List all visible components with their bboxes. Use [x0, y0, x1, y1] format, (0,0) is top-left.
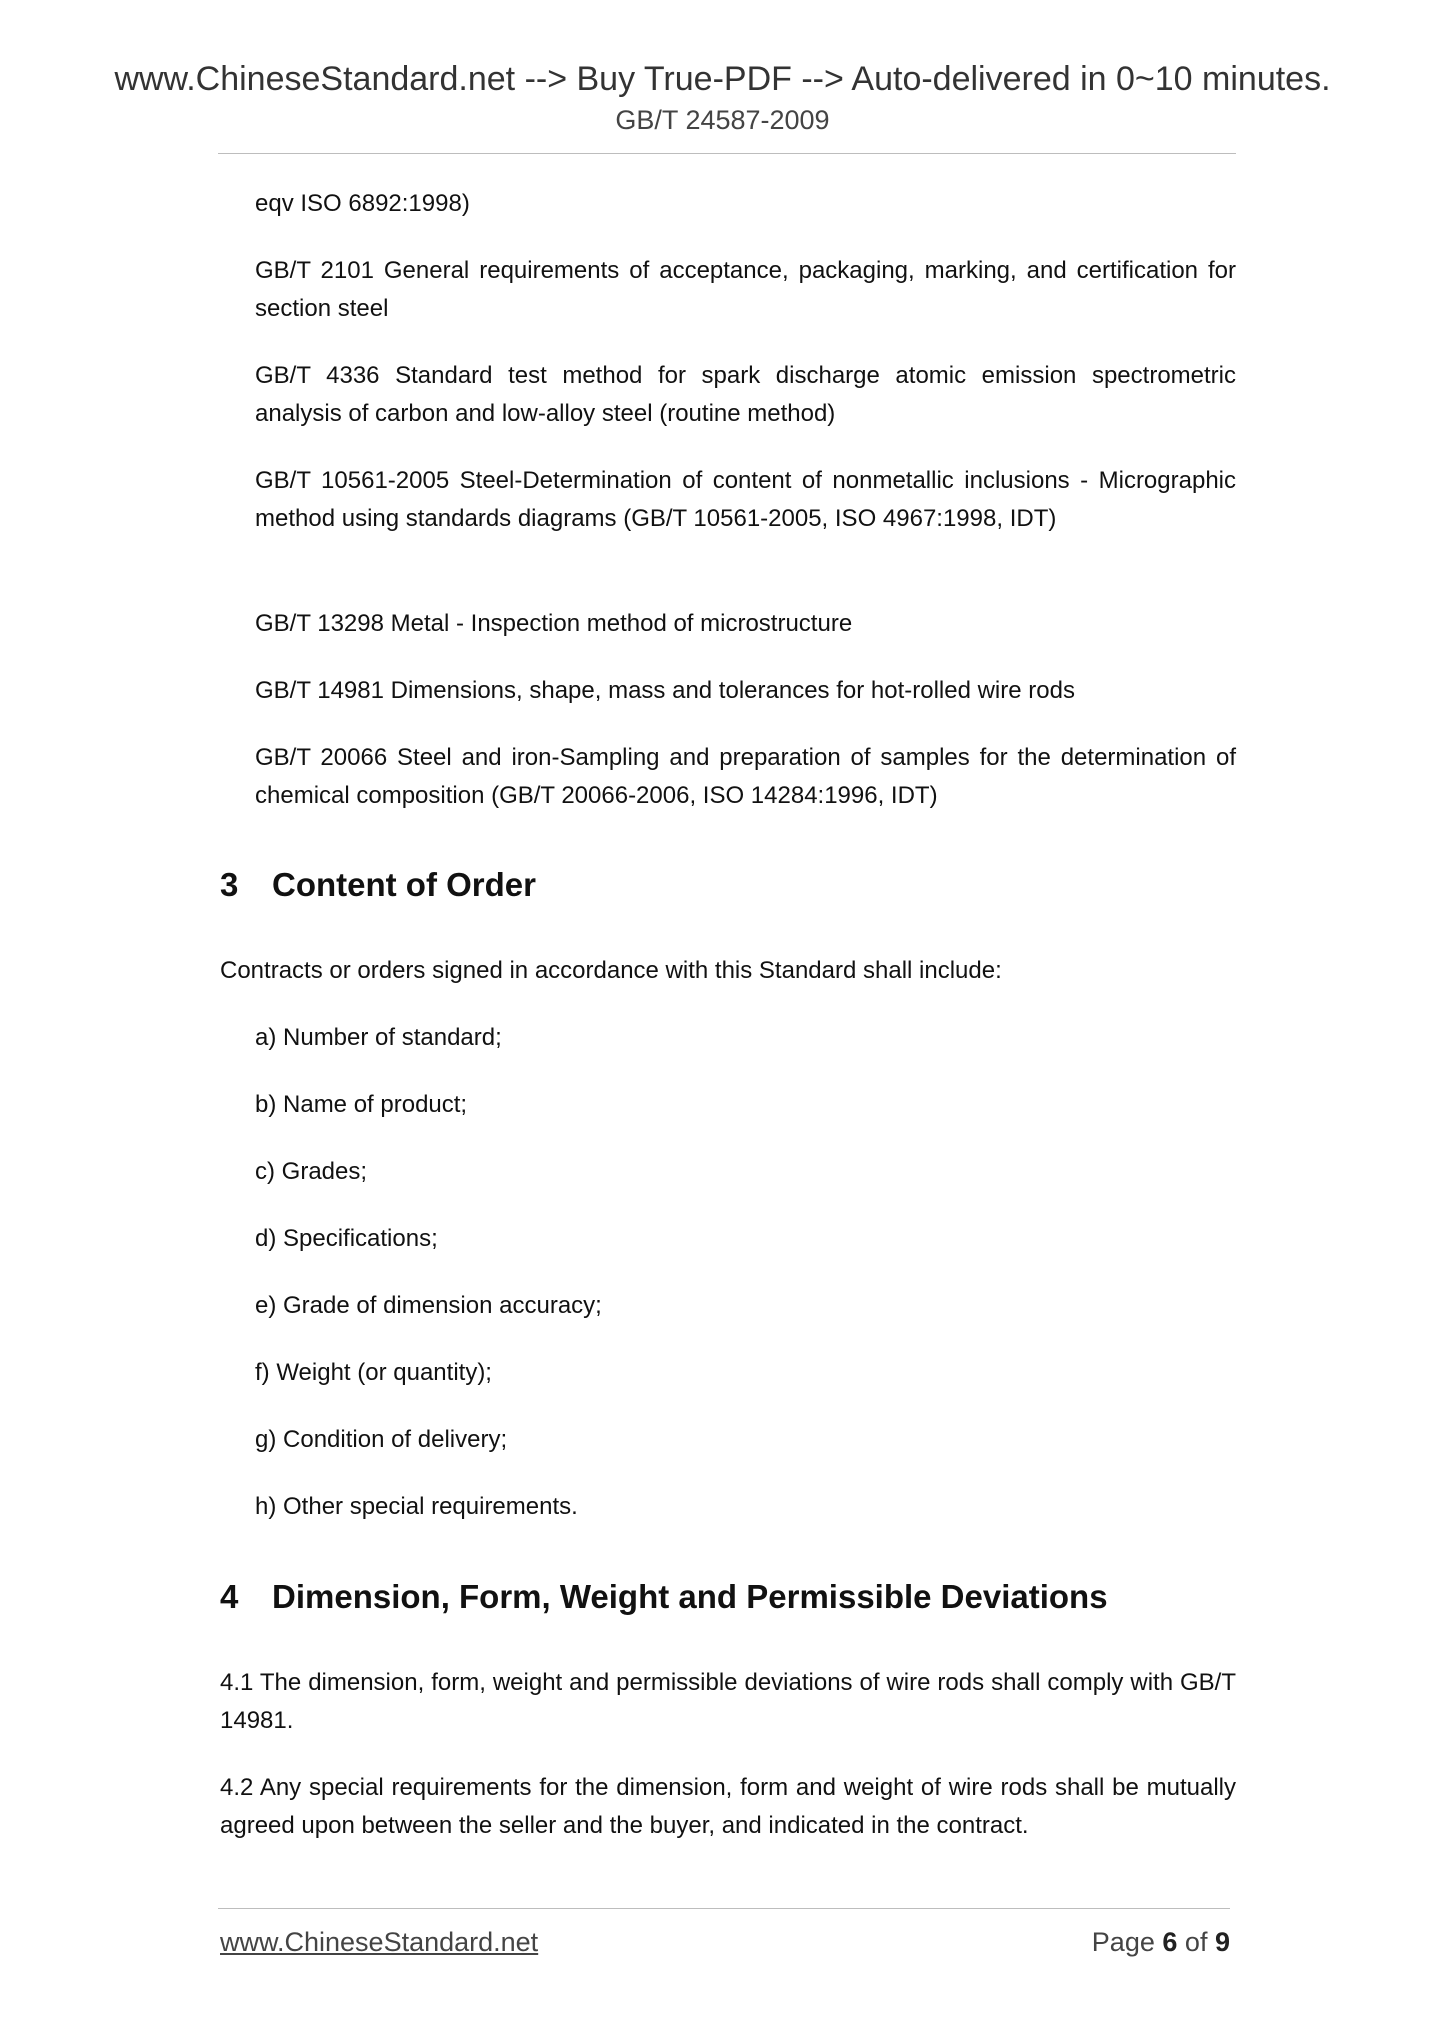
section-number: 3	[220, 866, 239, 903]
reference-item: GB/T 14981 Dimensions, shape, mass and tolerances for hot-rolled wire rods	[255, 677, 1075, 704]
reference-item: GB/T 4336 Standard test method for spark discharge atomic emission spectrometric analysis of carbon and low-alloy steel (routine method)	[255, 362, 1236, 427]
header-divider	[218, 153, 1236, 154]
section-3-heading	[220, 865, 1236, 905]
top-banner: www.ChineseStandard.net --> Buy True-PDF --> Auto-delivered in 0~10 minutes.	[114, 60, 1331, 98]
footer-website-link[interactable]: www.ChineseStandard.net	[220, 1927, 539, 1957]
reference-item: GB/T 2101 General requirements of acceptance, packaging, marking, and certification for section steel	[255, 257, 1236, 322]
section-number: 4	[220, 1578, 239, 1615]
reference-item: GB/T 10561-2005 Steel-Determination of content of nonmetallic inclusions - Micrographic method using standards diagrams (GB/T 10561-2005, ISO 4967:1998, IDT)	[255, 467, 1236, 532]
page-label: Page	[1091, 1927, 1155, 1957]
list-item: c) Grades;	[255, 1158, 368, 1185]
list-item: b) Name of product;	[255, 1091, 468, 1118]
list-item: h) Other special requirements.	[255, 1493, 578, 1520]
page-of-label: of	[1184, 1927, 1208, 1957]
list-item: g) Condition of delivery;	[255, 1426, 508, 1453]
list-item: a) Number of standard;	[255, 1024, 502, 1051]
section-title: Dimension, Form, Weight and Permissible Deviations	[272, 1578, 1108, 1615]
list-item: d) Specifications;	[255, 1225, 438, 1252]
section-title: Content of Order	[272, 866, 536, 903]
page-indicator	[1092, 1926, 1230, 1958]
list-item: e) Grade of dimension accuracy;	[255, 1292, 602, 1319]
section-3-intro: Contracts or orders signed in accordance with this Standard shall include:	[220, 957, 1002, 984]
clause-4-1: 4.1 The dimension, form, weight and permissible deviations of wire rods shall comply with GB/T 14981.	[220, 1669, 1236, 1734]
list-item: f) Weight (or quantity);	[255, 1359, 492, 1386]
section-4-heading	[220, 1577, 1236, 1617]
current-page: 6	[1162, 1927, 1178, 1957]
clause-4-2: 4.2 Any special requirements for the dimension, form and weight of wire rods shall be mutually agreed upon between the seller and the buyer, and indicated in the contract.	[220, 1774, 1236, 1839]
footer-divider	[218, 1908, 1230, 1909]
reference-item: GB/T 20066 Steel and iron-Sampling and preparation of samples for the determination of chemical composition (GB/T 20066-2006, ISO 14284:1996, IDT)	[255, 744, 1236, 809]
reference-item: eqv ISO 6892:1998)	[255, 190, 470, 217]
reference-item: GB/T 13298 Metal - Inspection method of microstructure	[255, 610, 853, 637]
total-pages: 9	[1214, 1927, 1230, 1957]
document-id: GB/T 24587-2009	[615, 105, 830, 135]
